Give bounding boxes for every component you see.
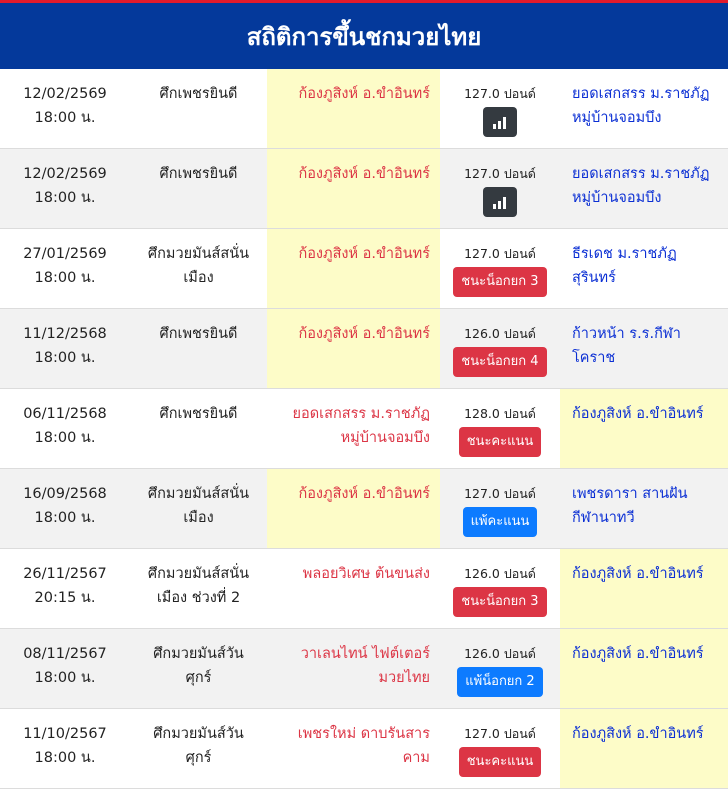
event-name-cell [130, 229, 267, 308]
blue-corner-fighter[interactable] [560, 69, 728, 148]
event-name-cell [130, 629, 267, 708]
event-name-cell [130, 469, 267, 548]
result-badge: แพ้น็อกยก 2 [457, 667, 542, 697]
red-corner-fighter[interactable] [267, 389, 440, 468]
blue-fighter-name-line: ก้องภูสิงห์ อ.ขำอินทร์ [572, 726, 704, 742]
event-name-line: ศึกมวยมันส์สนั่น [147, 246, 250, 262]
page-title: สถิติการขึ้นชกมวยไทย [246, 22, 482, 51]
weight-result-cell [440, 469, 560, 548]
event-name-cell [130, 309, 267, 388]
weight-result-cell [440, 149, 560, 228]
blue-fighter-name-line: กีฬานาทวี [572, 510, 635, 526]
event-name-line: ศึกเพชรยินดี [159, 326, 238, 342]
bar-chart-icon [492, 194, 508, 210]
red-fighter-name-line: ก้องภูสิงห์ อ.ขำอินทร์ [298, 86, 430, 102]
red-fighter-name-line: มวยไทย [378, 670, 430, 686]
table-row [0, 229, 728, 309]
event-name-line: ศึกเพชรยินดี [159, 406, 238, 422]
blue-corner-fighter[interactable] [560, 149, 728, 228]
red-corner-fighter[interactable] [267, 69, 440, 148]
event-name-line: ศึกมวยมันส์สนั่น [147, 566, 250, 582]
result-badge: ชนะคะแนน [459, 747, 542, 777]
blue-fighter-name-line: หมู่บ้านจอมบึง [572, 190, 662, 206]
fight-date: 11/12/2568 [23, 326, 107, 342]
fight-date: 16/09/2568 [23, 486, 107, 502]
blue-fighter-name-line: ก้องภูสิงห์ อ.ขำอินทร์ [572, 566, 704, 582]
table-row [0, 709, 728, 789]
fight-time: 18:00 น. [34, 510, 96, 526]
weight-result-cell [440, 229, 560, 308]
event-name-line: ศึกมวยมันส์วัน [153, 646, 244, 662]
fight-date: 27/01/2569 [23, 246, 107, 262]
red-corner-fighter[interactable] [267, 229, 440, 308]
fight-record-table [0, 69, 728, 789]
event-name-line: ศุกร์ [185, 750, 212, 766]
fight-date-cell [0, 69, 130, 148]
blue-fighter-name-line: หมู่บ้านจอมบึง [572, 110, 662, 126]
page-header [0, 3, 728, 69]
weight-result-cell [440, 549, 560, 628]
weight-label: 128.0 ปอนด์ [464, 406, 536, 421]
weight-label: 127.0 ปอนด์ [464, 726, 536, 741]
weight-label: 126.0 ปอนด์ [464, 646, 536, 661]
red-fighter-name-line: ยอดเสกสรร ม.ราชภัฏ [292, 406, 430, 422]
event-name-cell [130, 149, 267, 228]
red-corner-fighter[interactable] [267, 469, 440, 548]
red-corner-fighter[interactable] [267, 709, 440, 788]
red-corner-fighter[interactable] [267, 309, 440, 388]
red-fighter-name-line: ก้องภูสิงห์ อ.ขำอินทร์ [298, 326, 430, 342]
event-name-cell [130, 389, 267, 468]
fight-time: 18:00 น. [34, 670, 96, 686]
table-row [0, 549, 728, 629]
weight-result-cell [440, 629, 560, 708]
fight-time: 18:00 น. [34, 430, 96, 446]
event-name-line: เมือง ช่วงที่ 2 [156, 590, 241, 606]
blue-fighter-name-line: ยอดเสกสรร ม.ราชภัฏ [572, 166, 710, 182]
weight-result-cell [440, 309, 560, 388]
red-fighter-name-line: เพชรใหม่ ดาบรันสาร [297, 726, 430, 742]
red-fighter-name-line: พลอยวิเศษ ต้นขนส่ง [302, 566, 430, 582]
fight-time: 18:00 น. [34, 750, 96, 766]
table-row [0, 149, 728, 229]
red-fighter-name-line: ก้องภูสิงห์ อ.ขำอินทร์ [298, 486, 430, 502]
bar-chart-icon [492, 114, 508, 130]
blue-fighter-name-line: เพชรดารา สานฝัน [572, 486, 688, 502]
fight-date-cell [0, 149, 130, 228]
fight-date: 12/02/2569 [23, 86, 107, 102]
fight-date: 26/11/2567 [23, 566, 107, 582]
red-fighter-name-line: หมู่บ้านจอมบึง [340, 430, 430, 446]
weight-label: 126.0 ปอนด์ [464, 566, 536, 581]
table-row [0, 469, 728, 549]
fight-time: 20:15 น. [34, 590, 96, 606]
blue-corner-fighter[interactable] [560, 389, 728, 468]
blue-fighter-name-line: ก้องภูสิงห์ อ.ขำอินทร์ [572, 406, 704, 422]
result-badge: ชนะน็อกยก 3 [453, 267, 546, 297]
red-fighter-name-line: คาม [402, 750, 430, 766]
table-row [0, 69, 728, 149]
red-corner-fighter[interactable] [267, 549, 440, 628]
fight-date: 08/11/2567 [23, 646, 107, 662]
event-name-line: เมือง [183, 270, 214, 286]
weight-label: 127.0 ปอนด์ [464, 86, 536, 101]
fight-date-cell [0, 549, 130, 628]
stats-button[interactable] [483, 107, 517, 137]
blue-fighter-name-line: สุรินทร์ [572, 270, 616, 286]
weight-label: 126.0 ปอนด์ [464, 326, 536, 341]
blue-corner-fighter[interactable] [560, 229, 728, 308]
red-corner-fighter[interactable] [267, 149, 440, 228]
fight-date-cell [0, 309, 130, 388]
weight-result-cell [440, 389, 560, 468]
table-row [0, 389, 728, 469]
result-badge: แพ้คะแนน [463, 507, 538, 537]
blue-corner-fighter[interactable] [560, 549, 728, 628]
red-fighter-name-line: วาเลนไทน์ ไฟต์เตอร์ [300, 646, 430, 662]
red-corner-fighter[interactable] [267, 629, 440, 708]
fight-time: 18:00 น. [34, 350, 96, 366]
event-name-line: ศุกร์ [185, 670, 212, 686]
event-name-line: เมือง [183, 510, 214, 526]
weight-label: 127.0 ปอนด์ [464, 246, 536, 261]
fight-date-cell [0, 229, 130, 308]
blue-corner-fighter[interactable] [560, 309, 728, 388]
fight-date-cell [0, 709, 130, 788]
event-name-cell [130, 69, 267, 148]
event-name-line: ศึกเพชรยินดี [159, 166, 238, 182]
table-row [0, 309, 728, 389]
fight-date: 12/02/2569 [23, 166, 107, 182]
result-badge: ชนะน็อกยก 4 [453, 347, 546, 377]
fight-date-cell [0, 469, 130, 548]
weight-label: 127.0 ปอนด์ [464, 166, 536, 181]
blue-fighter-name-line: โคราช [572, 350, 616, 366]
event-name-line: ศึกเพชรยินดี [159, 86, 238, 102]
fight-date-cell [0, 389, 130, 468]
event-name-line: ศึกมวยมันส์วัน [153, 726, 244, 742]
fight-date: 06/11/2568 [23, 406, 107, 422]
fight-time: 18:00 น. [34, 110, 96, 126]
fight-date-cell [0, 629, 130, 708]
blue-corner-fighter[interactable] [560, 709, 728, 788]
blue-corner-fighter[interactable] [560, 469, 728, 548]
weight-label: 127.0 ปอนด์ [464, 486, 536, 501]
fight-time: 18:00 น. [34, 190, 96, 206]
blue-fighter-name-line: ยอดเสกสรร ม.ราชภัฏ [572, 86, 710, 102]
blue-fighter-name-line: ก้องภูสิงห์ อ.ขำอินทร์ [572, 646, 704, 662]
table-row [0, 629, 728, 709]
blue-fighter-name-line: ธีรเดช ม.ราชภัฏ [572, 246, 677, 262]
blue-corner-fighter[interactable] [560, 629, 728, 708]
result-badge: ชนะคะแนน [459, 427, 542, 457]
blue-fighter-name-line: ก้าวหน้า ร.ร.กีฬา [572, 326, 681, 342]
weight-result-cell [440, 709, 560, 788]
stats-button[interactable] [483, 187, 517, 217]
event-name-cell [130, 709, 267, 788]
red-fighter-name-line: ก้องภูสิงห์ อ.ขำอินทร์ [298, 166, 430, 182]
red-fighter-name-line: ก้องภูสิงห์ อ.ขำอินทร์ [298, 246, 430, 262]
fight-time: 18:00 น. [34, 270, 96, 286]
event-name-cell [130, 549, 267, 628]
event-name-line: ศึกมวยมันส์สนั่น [147, 486, 250, 502]
weight-result-cell [440, 69, 560, 148]
result-badge: ชนะน็อกยก 3 [453, 587, 546, 617]
fight-date: 11/10/2567 [23, 726, 107, 742]
